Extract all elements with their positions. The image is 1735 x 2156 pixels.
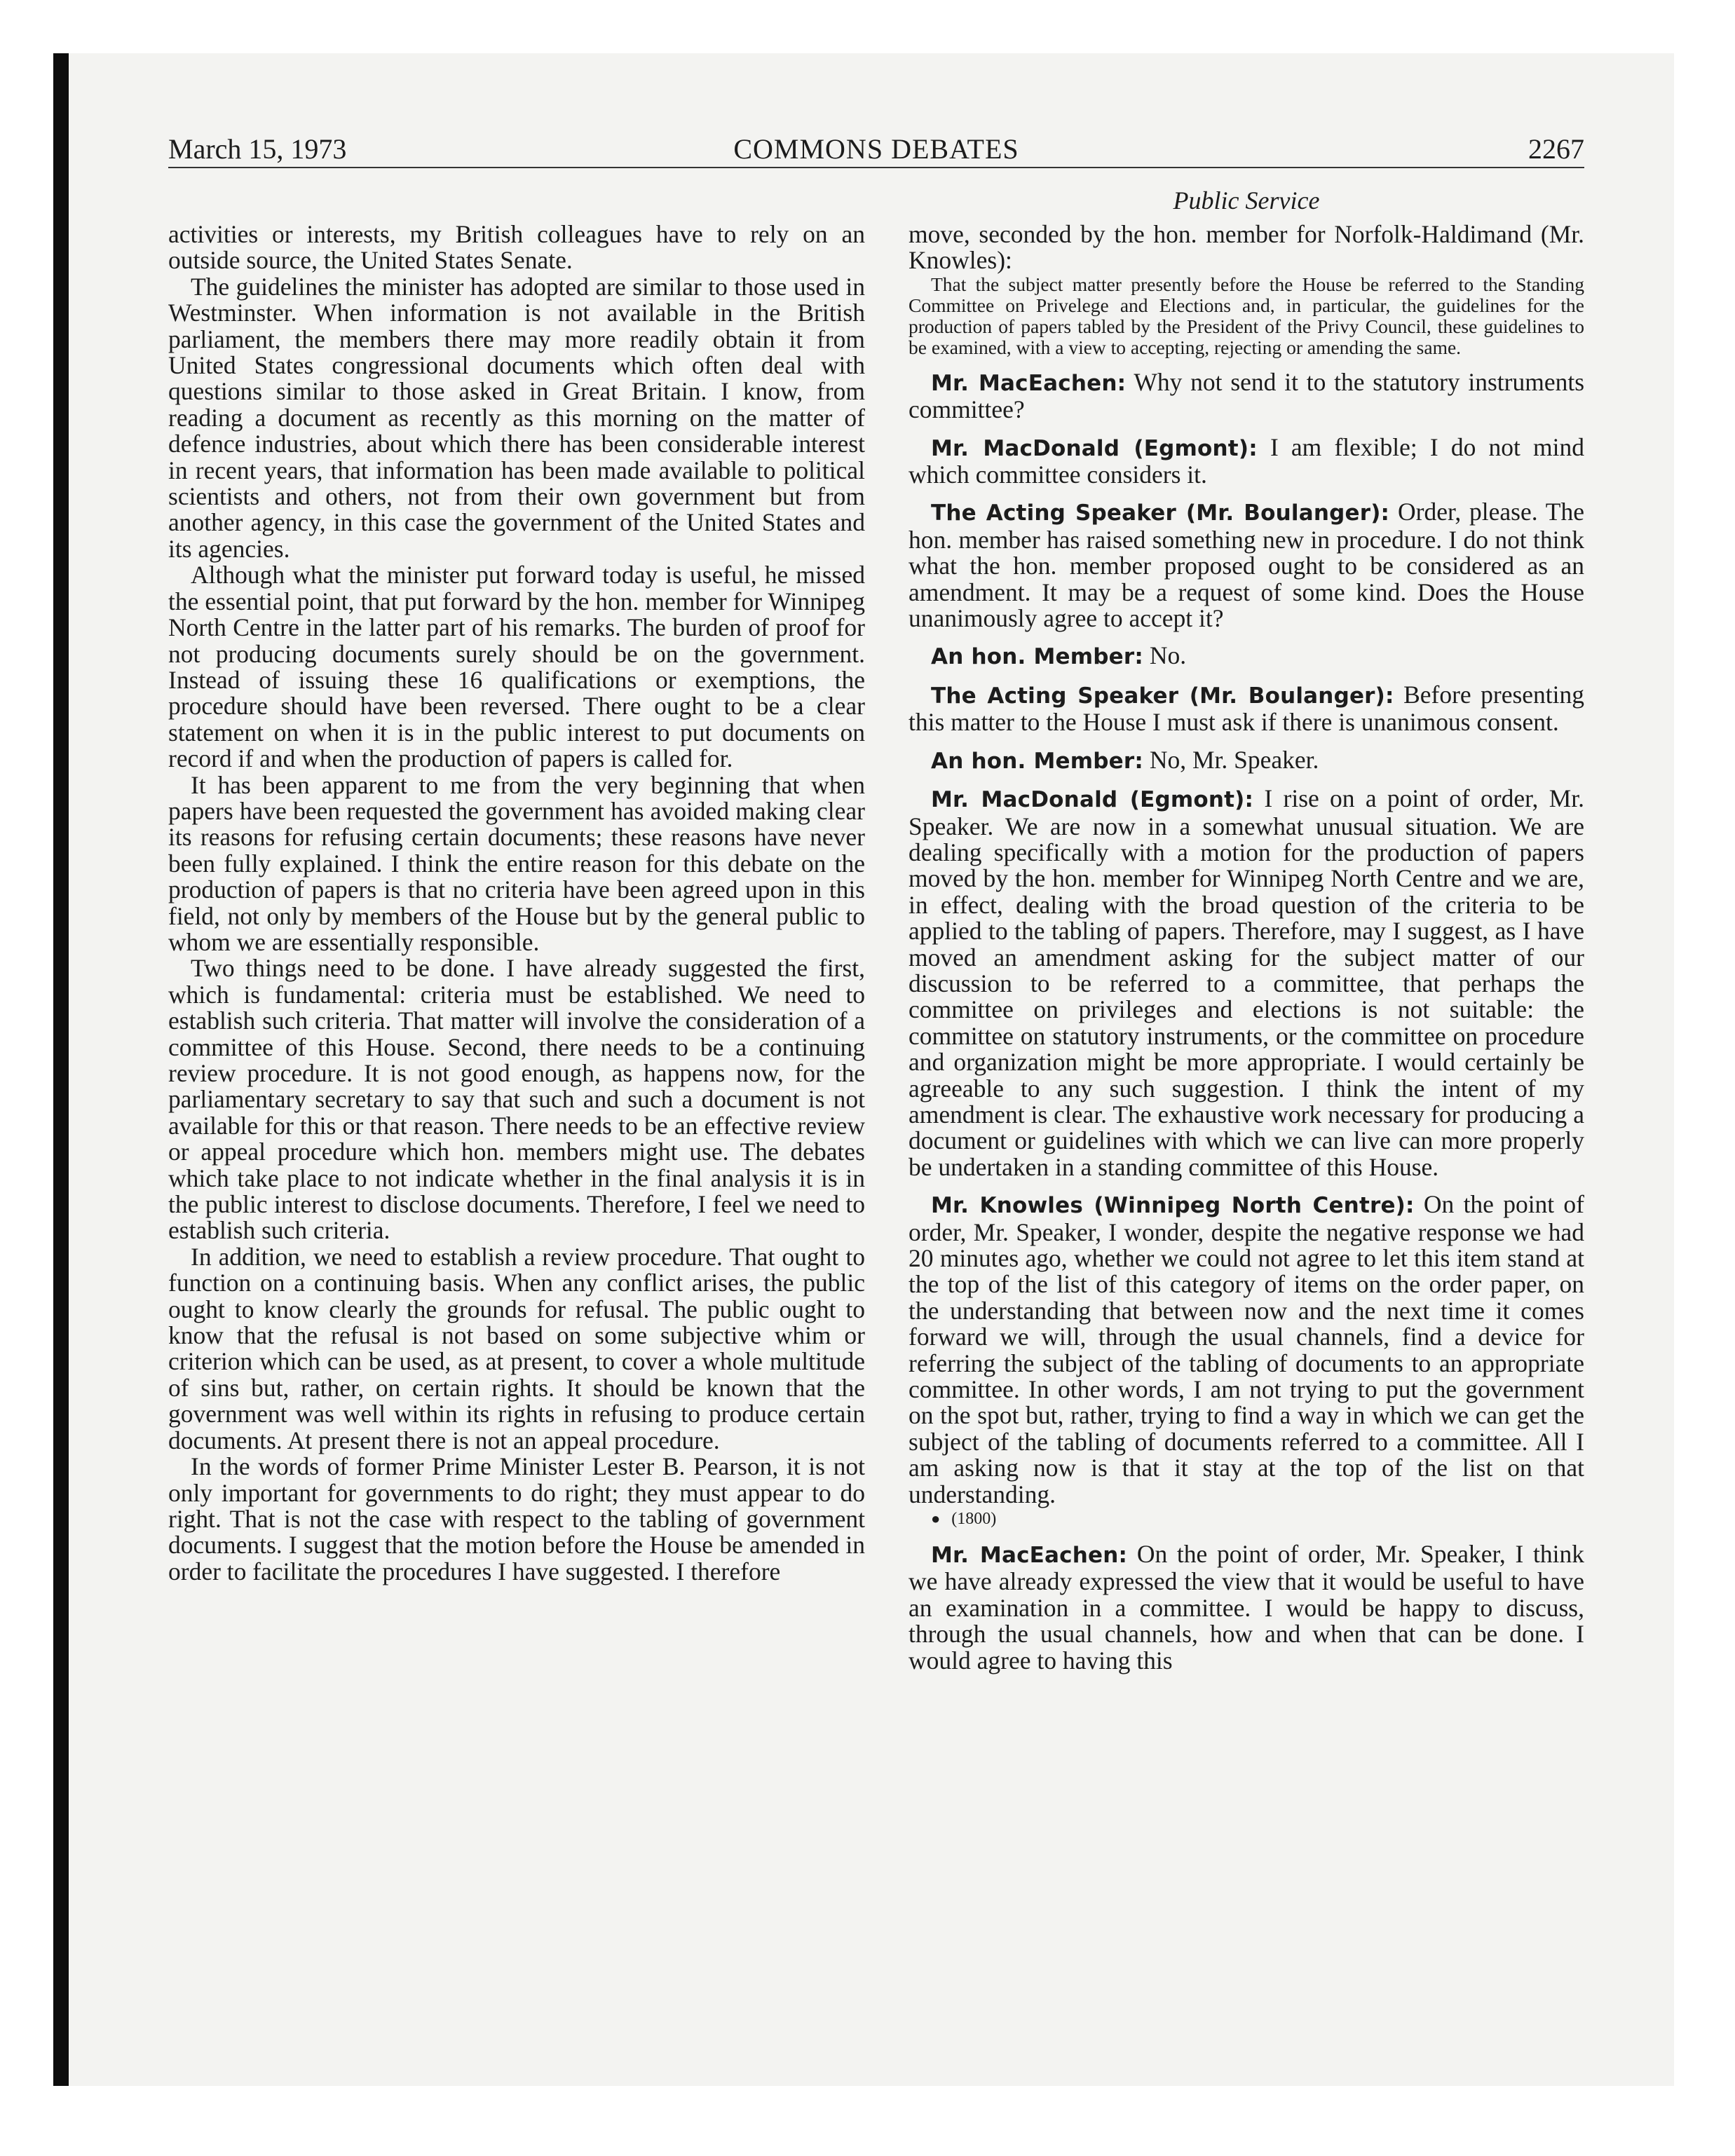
speech-text: On the point of order, Mr. Speaker, I wonder, despite the negative response we had 20 minutes ago, whether we could not agree to let this item stand at the top of the list of this category of items on the order paper, on the understanding that between now and the next time it comes forward we will, through the usual channels, find a device for referring the subject of the tabling of documents to an appropriate committee. In other words, I am not trying to put the government on the spot but, rather, trying to find a way in which we can get the subject of the tabling of documents referred to a committee. All I am asking now is that it stay at the top of the list on that understanding. <box>909 1190 1584 1508</box>
time-marker-text: (1800) <box>951 1510 997 1529</box>
speaker-name: Mr. MacEachen: <box>931 370 1127 396</box>
speech <box>909 1541 1584 1674</box>
header-date: March 15, 1973 <box>168 133 347 165</box>
paragraph: In addition, we need to establish a review procedure. That ought to function on a continuing basis. When any conflict arises, the public ought to know clearly the grounds for refusal. The public ought to know that the refusal is not based on some subjective whim or criterion which can be used, as at present, to cover a whole multitude of sins but, rather, on certain rights. It should be known that the government was well within its rights in refusing to produce certain documents. At present there is not an appeal procedure. <box>168 1242 865 1454</box>
running-header <box>168 132 1584 168</box>
paragraph: activities or interests, my British colleagues have to rely on an outside source, the United States Senate. <box>168 220 865 275</box>
speech-text: Order, please. The hon. member has raised something new in procedure. I do not think what the hon. member proposed ought to be considered as an amendment. It may be a request of some kind. Does the House unanimously agree to accept it? <box>909 498 1584 633</box>
speech <box>909 369 1584 423</box>
speech-text: I rise on a point of order, Mr. Speaker. We are now in a somewhat unusual situation. We are dealing specifically with a motion for the production of papers moved by the hon. member for Winnipeg North Centre and we are, in effect, dealing with the broad question of the criteria to be applied to the tabling of papers. Therefore, may I suggest, as I have moved an amendment asking for the subject matter of our discussion to be referred to a committee, that perhaps the committee on privileges and elections is not suitable: the committee on statutory instruments, or the committee on procedure and organization might be more appropriate. I would certainly be agreeable to any such suggestion. I think the intent of my amendment is clear. The exhaustive work necessary for producing a document or guidelines with which we can live can more properly be undertaken in a standing committee of this House. <box>909 784 1584 1181</box>
speech <box>909 643 1584 670</box>
speaker-name: Mr. MacDonald (Egmont): <box>931 435 1258 461</box>
time-marker <box>909 1508 1584 1530</box>
speaker-name: Mr. Knowles (Winnipeg North Centre): <box>931 1193 1415 1219</box>
speech <box>909 1192 1584 1508</box>
header-title: COMMONS DEBATES <box>733 133 1019 165</box>
speech <box>909 682 1584 736</box>
paragraph: Although what the minister put forward today is useful, he missed the essential point, that put forward by the hon. member for Winnipeg North Centre in the latter part of his remarks. The burden of proof for not producing documents surely should be on the government. Instead of issuing these 16 qualifications or exemptions, the procedure should have been reversed. There ought to be a clear statement on when it is in the public interest to put documents on record if and when the production of papers is called for. <box>168 561 865 773</box>
paragraph: In the words of former Prime Minister Lester B. Pearson, it is not only important for governments to do right; they must appear to do right. That is not the case with respect to the tabling of government documents. I suggest that the motion before the House be amended in order to facilitate the procedures I have suggested. I therefore <box>168 1452 865 1585</box>
bullet-icon: ● <box>931 1510 941 1528</box>
speeches-list <box>909 1541 1584 1674</box>
speaker-name: An hon. Member: <box>931 748 1143 774</box>
header-page-number: 2267 <box>1528 133 1584 165</box>
paragraph: Two things need to be done. I have already suggested the first, which is fundamental: criteria must be established. We need to establish such criteria. That matter will involve the consideration of a committee of this House. Second, there needs to be a continuing review procedure. It is not good enough, as happens now, for the parliamentary secretary to say that such and such a document is not available for this or that reason. There needs to be an effective review or appeal procedure which hon. members might use. The debates which take place to not indicate whether in the final analysis it is in the public interest to disclose documents. Therefore, I feel we need to establish such criteria. <box>168 954 865 1245</box>
speaker-name: The Acting Speaker (Mr. Boulanger): <box>931 500 1390 526</box>
scan-edge <box>53 53 69 2086</box>
speech-text: No, Mr. Speaker. <box>1149 745 1319 774</box>
speech-text: Why not send it to the statutory instruments committee? <box>909 367 1585 424</box>
speaker-name: The Acting Speaker (Mr. Boulanger): <box>931 683 1394 709</box>
speech <box>909 786 1584 1180</box>
section-title: Public Service <box>1173 186 1320 214</box>
paragraph: It has been apparent to me from the very beginning that when papers have been requested the government has avoided making clear its reasons for refusing certain documents; these reasons have never been fully explained. I think the entire reason for this debate on the production of papers is that no criteria have been agreed upon in this field, not only by members of the House but by the general public to whom we are essentially responsible. <box>168 770 865 956</box>
speaker-name: An hon. Member: <box>931 644 1143 670</box>
speaker-name: Mr. MacDonald (Egmont): <box>931 787 1254 813</box>
speech-text: I am flexible; I do not mind which committee considers it. <box>909 432 1584 489</box>
speeches-list <box>909 369 1584 1508</box>
speech-text: On the point of order, Mr. Speaker, I think we have already expressed the view that it would be useful to have an examination in a committee. I would be happy to discuss, through the usual channels, how and when that can be done. I would agree to having this <box>909 1540 1584 1674</box>
speech <box>909 432 1584 489</box>
speech-text: No. <box>1149 641 1187 670</box>
speech-text: Before presenting this matter to the House I must ask if there is unanimous consent. <box>909 680 1584 737</box>
speech <box>909 499 1584 632</box>
paragraph: move, seconded by the hon. member for Norfolk-Haldimand (Mr. Knowles): <box>909 220 1584 275</box>
paragraph: The guidelines the minister has adopted are similar to those used in Westminster. When information is not available in the British parliament, the members there may more readily obtain it from United States congressional documents which often deal with questions similar to those asked in Great Britain. I know, from reading a document as recently as this morning on the matter of defence industries, about which there has been considerable interest in recent years, that information has been made available to political scientists and others, not from their own government but from another agency, in this case the government of the United States and its agencies. <box>168 272 865 563</box>
motion-text: That the subject matter presently before the House be referred to the Standing Committee on Privelege and Elections and, in particular, the guidelines for the production of papers tabled by the President of the Privy Council, these guidelines to be examined, with a view to accepting, rejecting or amending the same. <box>909 273 1584 358</box>
speech <box>909 747 1584 775</box>
left-column <box>168 221 865 1585</box>
speaker-name: Mr. MacEachen: <box>931 1543 1128 1569</box>
right-column <box>909 221 1584 1674</box>
